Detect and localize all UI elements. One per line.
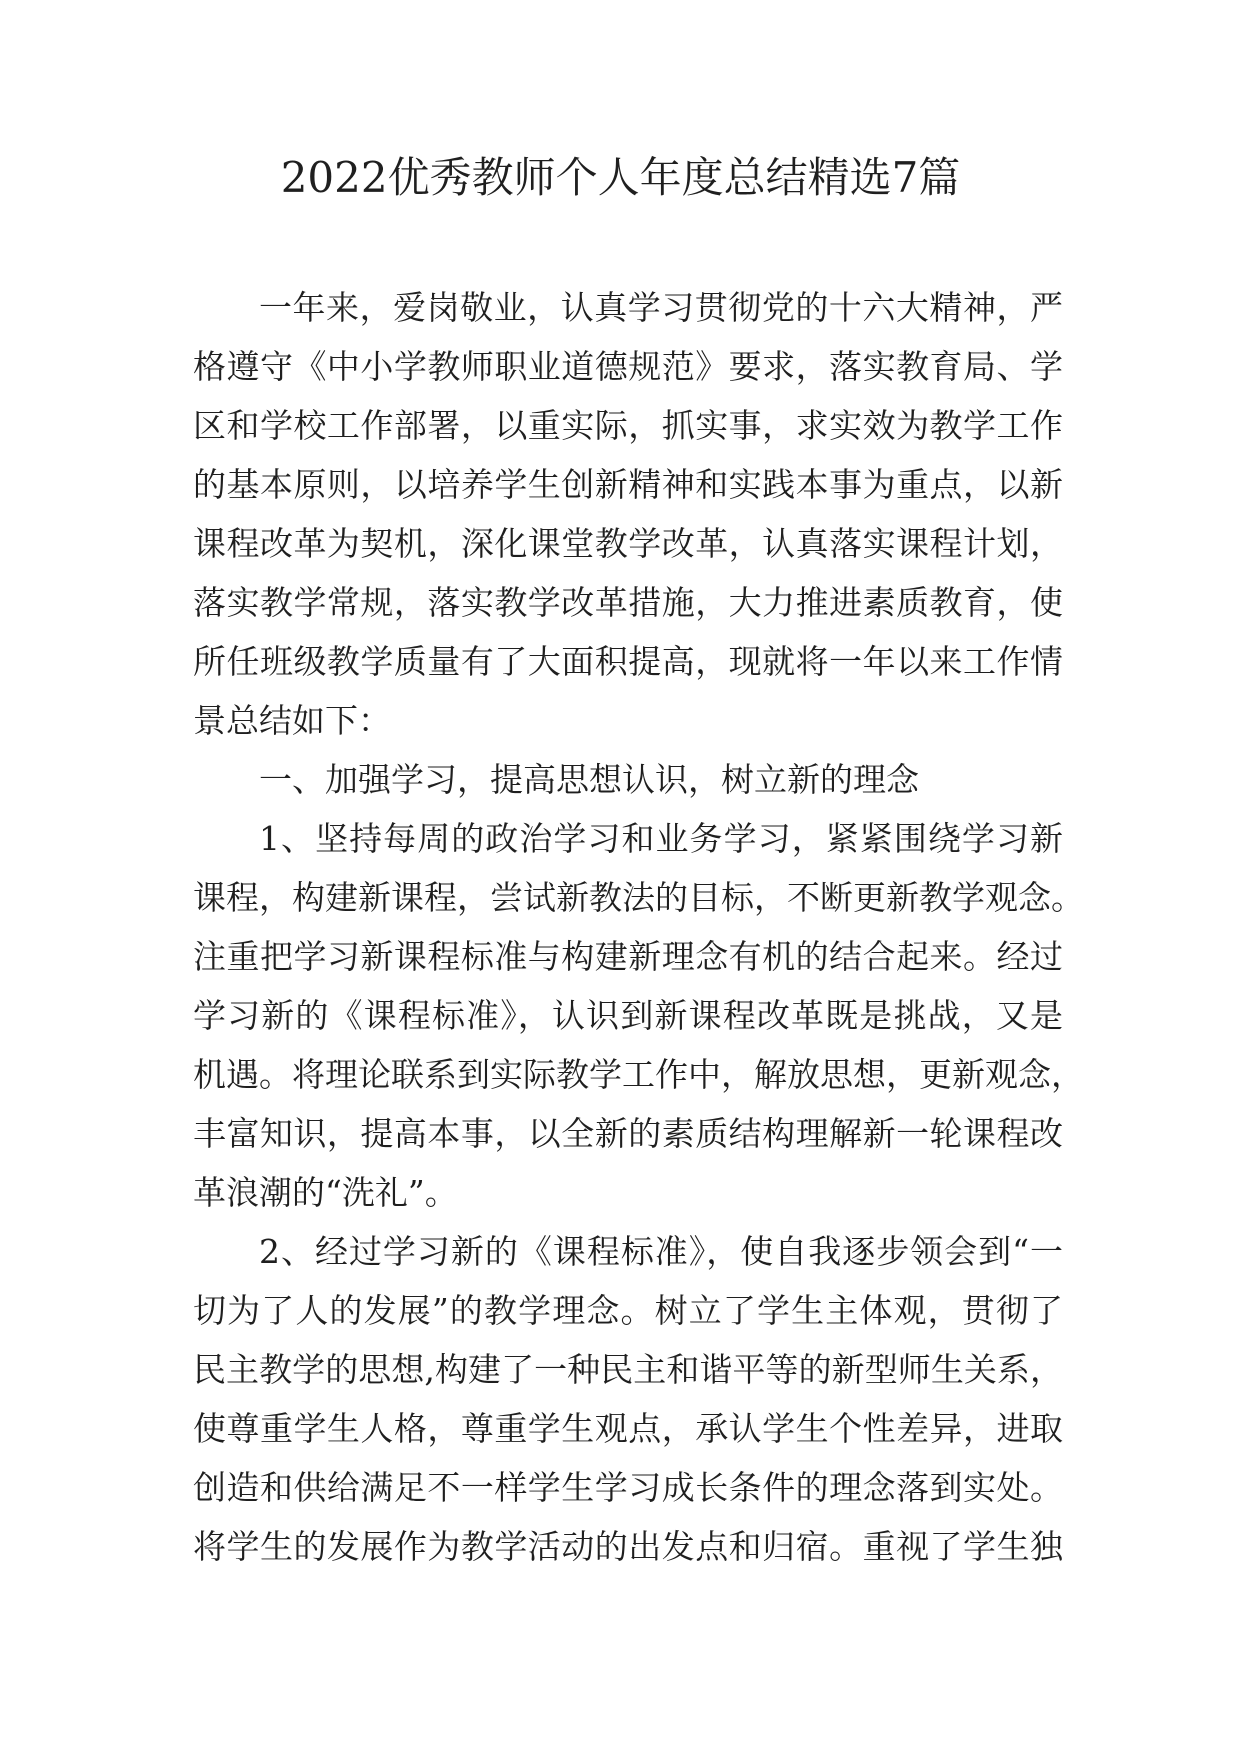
paragraph-line: 落实教学常规，落实教学改革措施，大力推进素质教育，使 [193, 583, 1063, 622]
item-1-paragraph [193, 809, 1084, 1222]
paragraph-line: 注重把学习新课程标准与构建新理念有机的结合起来。经过 [193, 937, 1063, 976]
section-heading-1 [193, 750, 1063, 809]
paragraph-line: 景总结如下： [193, 701, 391, 740]
section-heading: 一、加强学习，提高思想认识，树立新的理念 [259, 760, 919, 799]
document-title: 2022优秀教师个人年度总结精选7篇 [280, 153, 961, 202]
paragraph-line: 丰富知识，提高本事，以全新的素质结构理解新一轮课程改 [193, 1114, 1063, 1153]
item-2-paragraph [193, 1222, 1063, 1576]
paragraph-line: 2、经过学习新的《课程标准》，使自我逐步领会到“一 [259, 1232, 1063, 1271]
intro-paragraph [193, 278, 1063, 750]
paragraph-line: 使尊重学生人格，尊重学生观点，承认学生个性差异，进取 [193, 1409, 1063, 1448]
paragraph-line: 课程，构建新课程，尝试新教法的目标，不断更新教学观念。 [193, 878, 1084, 917]
paragraph-line: 切为了人的发展”的教学理念。树立了学生主体观，贯彻了 [193, 1291, 1063, 1330]
paragraph-line: 一年来，爱岗敬业，认真学习贯彻党的十六大精神，严 [259, 288, 1063, 327]
paragraph-line: 将学生的发展作为教学活动的出发点和归宿。重视了学生独 [193, 1527, 1063, 1566]
paragraph-line: 革浪潮的“洗礼”。 [193, 1173, 458, 1212]
document-body [193, 278, 1084, 1576]
paragraph-line: 机遇。将理论联系到实际教学工作中，解放思想，更新观念， [193, 1055, 1084, 1094]
paragraph-line: 学习新的《课程标准》，认识到新课程改革既是挑战，又是 [193, 996, 1063, 1035]
paragraph-line: 区和学校工作部署，以重实际，抓实事，求实效为教学工作 [193, 406, 1063, 445]
paragraph-line: 的基本原则，以培养学生创新精神和实践本事为重点，以新 [193, 465, 1063, 504]
paragraph-line: 课程改革为契机，深化课堂教学改革，认真落实课程计划， [193, 524, 1063, 563]
paragraph-line: 所任班级教学质量有了大面积提高，现就将一年以来工作情 [193, 642, 1063, 681]
paragraph-line: 民主教学的思想,构建了一种民主和谐平等的新型师生关系， [193, 1350, 1063, 1389]
paragraph-line: 格遵守《中小学教师职业道德规范》要求，落实教育局、学 [193, 347, 1063, 386]
paragraph-line: 1、坚持每周的政治学习和业务学习，紧紧围绕学习新 [259, 819, 1063, 858]
paragraph-line: 创造和供给满足不一样学生学习成长条件的理念落到实处。 [193, 1468, 1063, 1507]
